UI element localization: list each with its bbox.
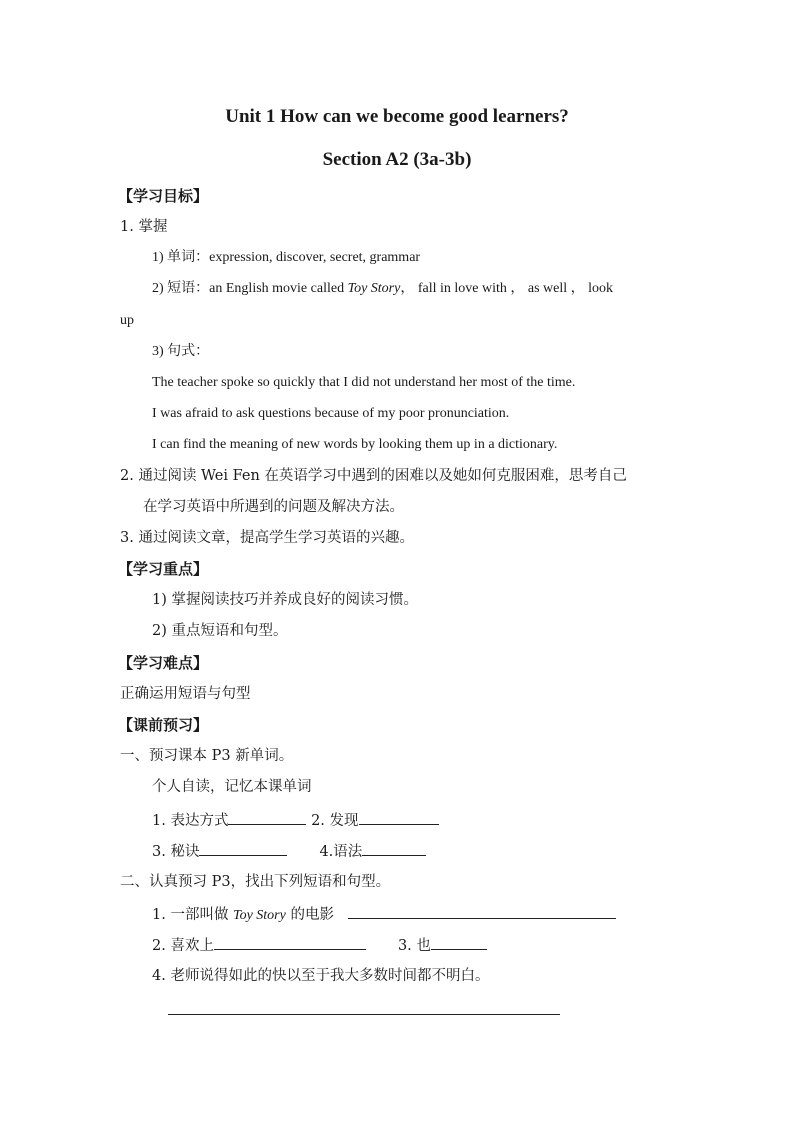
- objective-vocab: 1) 单词：expression, discover, secret, grammar: [152, 250, 421, 265]
- objective-item-1: 1. 掌握: [120, 219, 168, 235]
- phrase-q3-blank[interactable]: [431, 934, 487, 950]
- phrase-q1-movie: Toy Story: [233, 908, 286, 923]
- vocab-discover-label: 2. 发现: [311, 813, 359, 829]
- phrase-q1-text-a: 1. 一部叫做: [152, 907, 234, 923]
- phrase-q1-text-b: 的电影: [285, 907, 334, 923]
- phrase-q2-label: 2. 喜欢上: [152, 938, 214, 954]
- keypoint-1: 1) 掌握阅读技巧并养成良好的阅读习惯。: [152, 592, 418, 608]
- phrases-text-b: ， fall in love with ， as well ， look: [400, 281, 614, 296]
- phrase-q4-answer-line[interactable]: [168, 1014, 560, 1015]
- phrases-text-a: 2) 短语：an English movie called: [152, 281, 348, 296]
- objective-sentence-2: I was afraid to ask questions because of my poor pronunciation.: [152, 406, 510, 421]
- keypoint-2: 2) 重点短语和句型。: [152, 623, 288, 639]
- vocab-row-1: [152, 809, 439, 831]
- vocab-expression-label: 1. 表达方式: [152, 813, 229, 829]
- phrase-q4: 4. 老师说得如此的快以至于我大多数时间都不明白。: [152, 968, 490, 984]
- objective-sentence-label: 3) 句式：: [152, 344, 210, 359]
- objective-phrases-wrap: up: [120, 313, 134, 328]
- objective-sentence-1: The teacher spoke so quickly that I did not understand her most of the time.: [152, 375, 576, 390]
- doc-subtitle: Section A2 (3a-3b): [322, 149, 472, 170]
- difficulties-heading: 【学习难点】: [118, 654, 209, 672]
- objectives-heading: 【学习目标】: [118, 187, 209, 205]
- objective-item-3: 3. 通过阅读文章，提高学生学习英语的兴趣。: [120, 530, 414, 546]
- movie-title: Toy Story: [347, 281, 401, 296]
- preview-part-1-note: 个人自读，记忆本课单词: [152, 779, 312, 795]
- phrase-q2-blank[interactable]: [214, 934, 366, 950]
- phrase-q2-q3: [152, 934, 487, 956]
- objective-item-2: 2. 通过阅读 Wei Fen 在英语学习中遇到的困难以及她如何克服困难，思考自己: [120, 468, 627, 484]
- vocab-discover-blank[interactable]: [359, 809, 439, 825]
- objective-phrases: [152, 279, 613, 299]
- keypoints-heading: 【学习重点】: [118, 560, 209, 578]
- objective-sentence-3: I can find the meaning of new words by looking them up in a dictionary.: [152, 437, 558, 452]
- vocab-row-2: [152, 840, 426, 862]
- preview-heading: 【课前预习】: [118, 716, 209, 734]
- phrase-q1: [152, 903, 616, 926]
- preview-part-2: 二、认真预习 P3，找出下列短语和句型。: [120, 874, 391, 890]
- vocab-secret-label: 3. 秘诀: [152, 844, 200, 860]
- difficulties-text: 正确运用短语与句型: [120, 686, 251, 702]
- phrase-q1-blank[interactable]: [348, 903, 616, 919]
- vocab-grammar-blank[interactable]: [362, 840, 426, 856]
- preview-part-1: 一、预习课本 P3 新单词。: [120, 748, 294, 764]
- vocab-secret-blank[interactable]: [199, 840, 287, 856]
- vocab-grammar-label: 4.语法: [319, 844, 363, 860]
- vocab-expression-blank[interactable]: [228, 809, 306, 825]
- phrase-q3-label: 3. 也: [397, 938, 431, 954]
- objective-item-2-wrap: 在学习英语中所遇到的问题及解决方法。: [143, 499, 404, 515]
- doc-title: Unit 1 How can we become good learners?: [225, 106, 569, 127]
